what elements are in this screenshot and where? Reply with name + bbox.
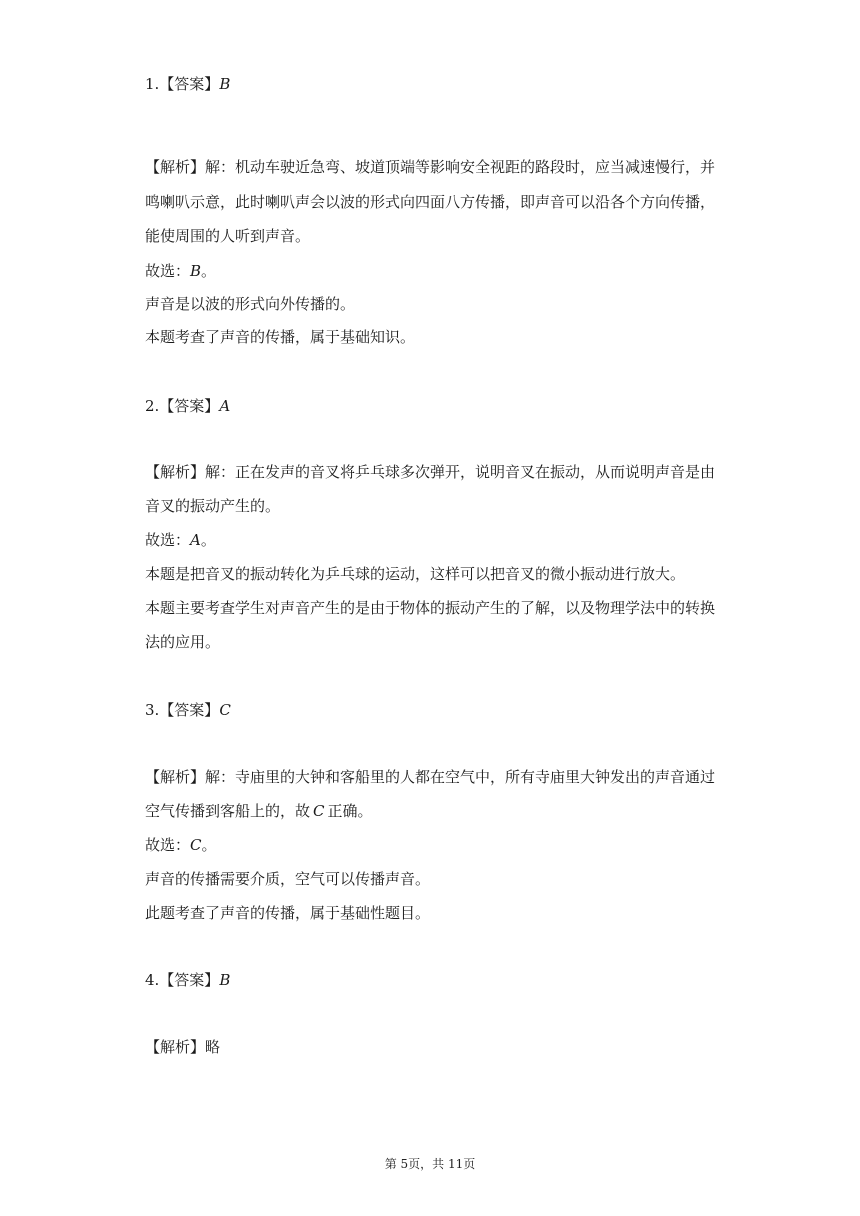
q1-note-1: 声音是以波的形式向外传播的。 [145, 295, 356, 313]
q4-analysis: 【解析】略 [145, 1038, 221, 1056]
q3-choice-suffix: 。 [201, 836, 217, 854]
q3-note-2: 此题考查了声音的传播，属于基础性题目。 [145, 904, 431, 922]
q2-note-2: 本题主要考查学生对声音产生的是由于物体的振动产生的了解，以及物理学法中的转换 [145, 599, 716, 617]
q3-analysis-line-2-a: 空气传播到客船上的，故 [145, 802, 311, 820]
q4-answer-prefix: 4.【答案】 [145, 971, 220, 989]
q1-choice-prefix: 故选： [145, 262, 191, 280]
page-footer: 第 5页，共 11页 [384, 1157, 476, 1171]
q1-analysis-line-2: 鸣喇叭示意，此时喇叭声会以波的形式向四面八方传播，即声音可以沿各个方向传播， [145, 193, 716, 211]
q2-choice-prefix: 故选： [145, 531, 191, 549]
q2-choice-suffix: 。 [200, 531, 216, 549]
q3-answer-letter: C [219, 701, 231, 719]
q1-choice-letter: B [190, 262, 202, 280]
q3-choice-prefix: 故选： [145, 836, 191, 854]
q3-note-1: 声音的传播需要介质，空气可以传播声音。 [145, 870, 431, 888]
q3-choice-letter: C [190, 836, 202, 854]
q3-answer-prefix: 3.【答案】 [145, 701, 220, 719]
q1-analysis-line-3: 能使周围的人听到声音。 [145, 227, 311, 245]
q1-choice [145, 261, 725, 281]
q2-answer [145, 396, 725, 416]
q3-analysis-line-2-letter: C [313, 802, 325, 820]
q2-analysis-line-2: 音叉的振动产生的。 [145, 497, 281, 515]
q1-choice-suffix: 。 [201, 262, 217, 280]
q1-answer [145, 74, 725, 94]
q4-answer-letter: B [219, 971, 231, 989]
q2-analysis-line-1: 【解析】解：正在发声的音叉将乒乓球多次弹开，说明音叉在振动，从而说明声音是由 [145, 463, 716, 481]
q1-analysis-line-1: 【解析】解：机动车驶近急弯、坡道顶端等影响安全视距的路段时，应当减速慢行，并 [145, 158, 716, 176]
q3-analysis-line-2-b: 正确。 [327, 802, 373, 820]
q2-choice-letter: A [190, 531, 201, 549]
q3-analysis-line-1: 【解析】解：寺庙里的大钟和客船里的人都在空气中，所有寺庙里大钟发出的声音通过 [145, 768, 716, 786]
q1-answer-prefix: 1.【答案】 [145, 75, 220, 93]
q4-answer [145, 970, 725, 990]
q3-choice [145, 835, 725, 855]
q2-note-1: 本题是把音叉的振动转化为乒乓球的运动，这样可以把音叉的微小振动进行放大。 [145, 565, 686, 583]
q1-answer-letter: B [219, 75, 231, 93]
q2-answer-letter: A [219, 397, 231, 415]
q1-note-2: 本题考查了声音的传播，属于基础知识。 [145, 328, 416, 346]
q3-answer [145, 700, 725, 720]
q3-analysis-line-2 [145, 801, 725, 821]
q2-choice [145, 530, 725, 550]
q2-answer-prefix: 2.【答案】 [145, 397, 220, 415]
q2-note-3: 法的应用。 [145, 633, 221, 651]
